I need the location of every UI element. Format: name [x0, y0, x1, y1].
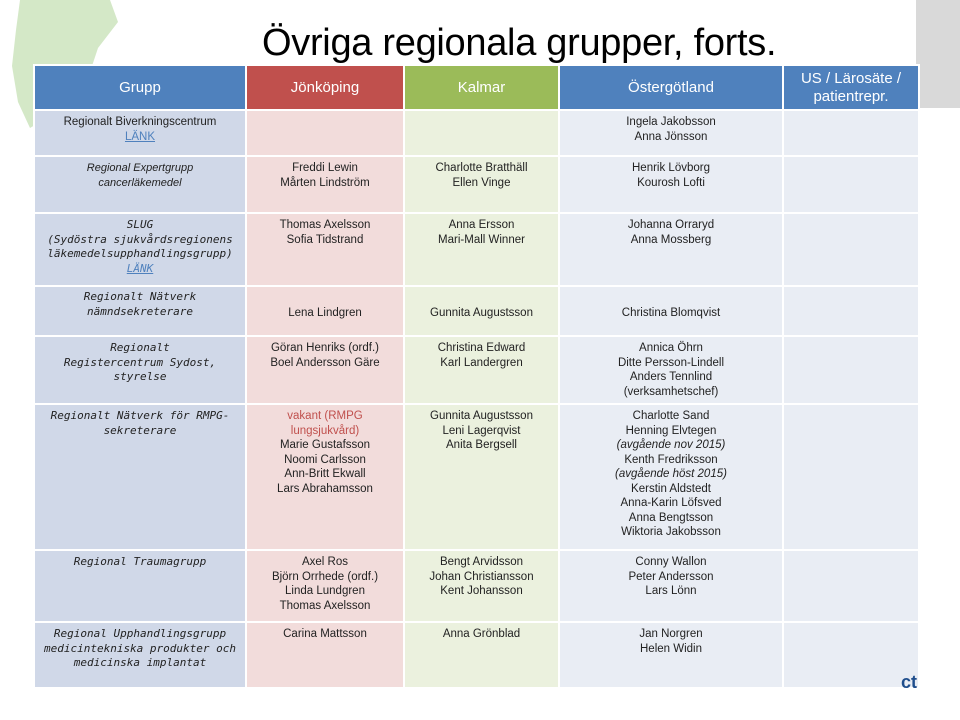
member-name: Anna Grönblad — [442, 628, 521, 640]
cell-ostergotland — [559, 286, 783, 336]
member-name: Anna Bengtsson — [628, 511, 714, 524]
member-name: Kourosh Lofti — [637, 176, 705, 189]
header-kalmar: Kalmar — [404, 65, 559, 110]
cell-group-name — [34, 550, 246, 622]
cell-us-larosate — [783, 336, 919, 404]
member-name: Ditte Persson-Lindell — [617, 356, 725, 369]
member-name: Anna Mossberg — [630, 233, 712, 246]
group-name-line: Regional Upphandlingsgrupp — [53, 627, 227, 640]
member-name: Conny Wallon — [635, 556, 707, 568]
cell-jonkoping — [246, 110, 404, 156]
cell-us-larosate — [783, 110, 919, 156]
cell-group-name — [34, 156, 246, 213]
member-name-vacant: vakant (RMPG — [287, 410, 363, 422]
table-row — [34, 336, 919, 404]
page-title: Övriga regionala grupper, forts. — [262, 22, 777, 64]
cell-ostergotland — [559, 213, 783, 286]
member-name: Bengt Arvidsson — [439, 556, 524, 568]
header-grupp: Grupp — [34, 65, 246, 110]
group-name-line: nämndsekreterare — [87, 304, 193, 318]
table-row — [34, 404, 919, 550]
table-row — [34, 156, 919, 213]
member-name: Ingela Jakobsson — [626, 116, 716, 128]
cell-us-larosate — [783, 622, 919, 688]
member-name: Kent Johansson — [440, 585, 523, 597]
group-name-line: Regional Expertgrupp — [86, 162, 194, 174]
member-name: Annica Öhrn — [639, 342, 703, 354]
header-jonkoping: Jönköping — [246, 65, 404, 110]
member-name: Lars Abrahamsson — [277, 482, 373, 495]
cell-ostergotland — [559, 110, 783, 156]
member-name: Helen Widin — [640, 642, 702, 655]
member-name: Wiktoria Jakobsson — [621, 526, 721, 538]
member-name: Henning Elvtegen — [625, 424, 717, 437]
header-us-larosate — [783, 65, 919, 110]
cell-jonkoping — [246, 404, 404, 550]
member-name: Anna Jönsson — [634, 130, 708, 143]
groups-table — [33, 64, 920, 689]
member-name: Marie Gustafsson — [279, 439, 371, 451]
group-name-line: medicintekniska produkter och — [43, 641, 237, 655]
logo-fragment: ct — [901, 672, 918, 692]
cell-us-larosate — [783, 404, 919, 550]
member-name-vacant: lungsjukvård) — [290, 424, 360, 437]
member-name: Thomas Axelsson — [279, 219, 371, 231]
header-ostergotland: Östergötland — [559, 65, 783, 110]
member-name: Jan Norgren — [639, 628, 703, 640]
group-link[interactable]: LÄNK — [124, 130, 156, 143]
cell-kalmar — [404, 213, 559, 286]
cell-group-name — [34, 213, 246, 286]
member-name: Henrik Lövborg — [632, 162, 710, 174]
cell-jonkoping — [246, 550, 404, 622]
header-us-line1: US / Lärosäte / — [800, 70, 902, 87]
member-name: Kenth Fredriksson — [624, 453, 718, 466]
cell-ostergotland — [559, 550, 783, 622]
cell-kalmar — [404, 110, 559, 156]
group-name-line: Regionalt Biverkningscentrum — [63, 116, 217, 128]
member-name: Axel Ros — [301, 556, 349, 568]
header-row — [34, 65, 919, 110]
group-name-line: Registercentrum Sydost, — [63, 355, 217, 369]
member-name: Peter Andersson — [628, 570, 714, 583]
cell-us-larosate — [783, 286, 919, 336]
group-name-line: läkemedelsupphandlingsgrupp) — [47, 247, 233, 260]
cell-group-name — [34, 336, 246, 404]
member-name: Carina Mattsson — [283, 628, 367, 640]
group-name-line: medicinska implantat — [73, 656, 207, 669]
cell-jonkoping — [246, 213, 404, 286]
table-row — [34, 110, 919, 156]
table-row — [34, 286, 919, 336]
group-name-line: Regionalt — [110, 341, 170, 354]
cell-kalmar — [404, 156, 559, 213]
member-name: Kerstin Aldstedt — [631, 482, 711, 495]
member-name: Gunnita Augustsson — [430, 410, 533, 422]
cell-group-name — [34, 110, 246, 156]
side-decoration-bar — [916, 0, 960, 108]
member-name: Johanna Orraryd — [627, 219, 715, 231]
member-name: Charlotte Bratthäll — [435, 162, 528, 174]
member-name: Boel Andersson Gäre — [270, 356, 380, 369]
member-name: Anna Ersson — [448, 219, 515, 231]
cell-kalmar — [404, 336, 559, 404]
member-name: (avgående nov 2015) — [616, 439, 726, 451]
member-name: Leni Lagerqvist — [442, 424, 521, 437]
member-name: Mårten Lindström — [280, 176, 370, 189]
cell-group-name — [34, 404, 246, 550]
cell-kalmar — [404, 404, 559, 550]
member-name: Karl Landergren — [440, 356, 523, 369]
member-name: Freddi Lewin — [292, 162, 358, 174]
member-name: Noomi Carlsson — [284, 453, 366, 466]
cell-jonkoping — [246, 156, 404, 213]
member-name: Gunnita Augustsson — [430, 306, 533, 319]
group-name-line: SLUG — [126, 218, 154, 231]
cell-ostergotland — [559, 622, 783, 688]
member-name: Ann-Britt Ekwall — [284, 468, 366, 480]
cell-kalmar — [404, 550, 559, 622]
cell-us-larosate — [783, 213, 919, 286]
member-name: Göran Henriks (ordf.) — [270, 342, 379, 354]
group-name-line: (Sydöstra sjukvårdsregionens — [47, 232, 233, 246]
group-name-line: Regionalt Nätverk för RMPG- — [50, 409, 230, 422]
group-name-line: sekreterare — [103, 423, 177, 437]
member-name: Anita Bergsell — [446, 439, 517, 451]
cell-jonkoping — [246, 336, 404, 404]
member-name: Anna-Karin Löfsved — [620, 497, 722, 509]
cell-ostergotland — [559, 404, 783, 550]
member-name: Anders Tennlind — [629, 371, 713, 383]
table-row — [34, 213, 919, 286]
group-name-line: Regionalt Nätverk — [83, 290, 197, 303]
member-name: Lars Lönn — [645, 585, 697, 597]
member-name: Sofia Tidstrand — [286, 233, 364, 246]
group-name-line: Regional Traumagrupp — [73, 555, 207, 568]
member-name: Ellen Vinge — [452, 176, 511, 189]
member-name: Mari-Mall Winner — [438, 233, 525, 246]
cell-us-larosate — [783, 550, 919, 622]
cell-us-larosate — [783, 156, 919, 213]
cell-group-name — [34, 622, 246, 688]
member-name: Thomas Axelsson — [279, 599, 371, 612]
header-us-line2: patientrepr. — [813, 88, 889, 105]
cell-jonkoping — [246, 286, 404, 336]
cell-ostergotland — [559, 156, 783, 213]
member-name: (verksamhetschef) — [623, 385, 719, 398]
table-row — [34, 622, 919, 688]
member-name: Björn Orrhede (ordf.) — [271, 570, 379, 583]
member-name: Johan Christiansson — [429, 570, 534, 583]
member-name: (avgående höst 2015) — [615, 468, 727, 480]
member-name: Charlotte Sand — [632, 410, 710, 422]
member-name: Linda Lundgren — [285, 585, 365, 597]
member-name: Christina Blomqvist — [621, 306, 721, 319]
group-name-line: styrelse — [113, 370, 167, 383]
group-name-line: cancerläkemedel — [98, 176, 182, 189]
cell-jonkoping — [246, 622, 404, 688]
group-link[interactable]: LÄNK — [126, 261, 154, 275]
table-row — [34, 550, 919, 622]
cell-ostergotland — [559, 336, 783, 404]
member-name: Christina Edward — [437, 342, 526, 354]
member-name: Lena Lindgren — [288, 306, 362, 319]
cell-group-name — [34, 286, 246, 336]
cell-kalmar — [404, 286, 559, 336]
cell-kalmar — [404, 622, 559, 688]
